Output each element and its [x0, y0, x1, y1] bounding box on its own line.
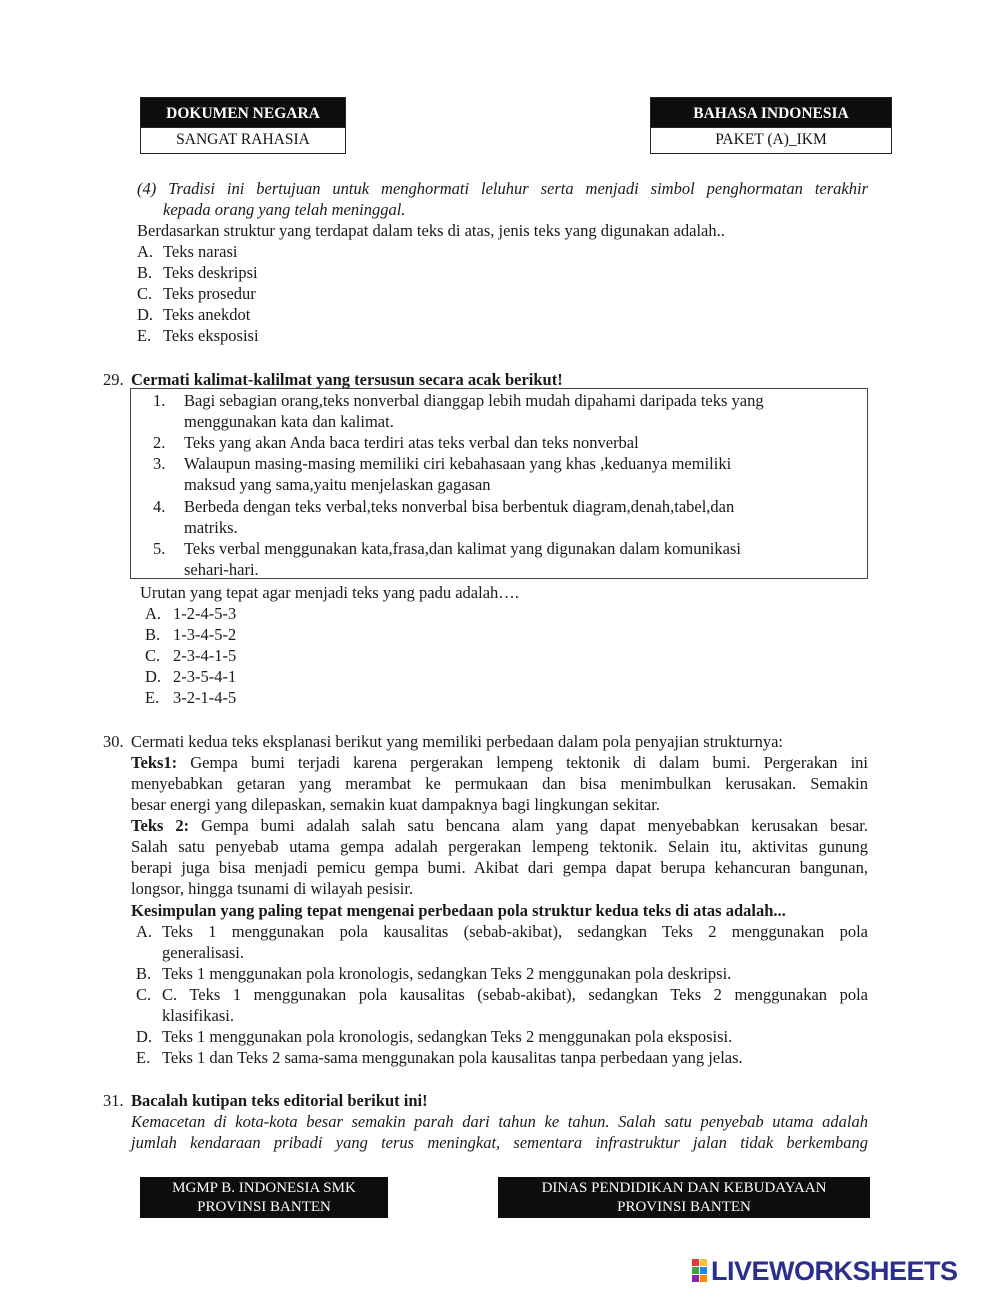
item-text: Bagi sebagian orang,teks nonverbal dianggap lebih mudah dipahami daripada teks yang — [184, 391, 764, 410]
option-letter: E. — [145, 688, 160, 707]
secrecy-level: SANGAT RAHASIA — [140, 128, 346, 154]
option-letter: C. — [136, 985, 152, 1004]
option-text: 3-2-1-4-5 — [173, 688, 237, 707]
footer-left-line1: MGMP B. INDONESIA SMK — [172, 1180, 356, 1196]
q29-option-e[interactable] — [145, 687, 236, 708]
question-title: Bacalah kutipan teks editorial berikut ini! — [131, 1091, 428, 1110]
option-letter: A. — [137, 242, 154, 261]
teks2-text: Gempa bumi adalah salah satu bencana alam yang dapat menyebabkan kerusakan besar. — [201, 816, 868, 835]
header-left — [140, 97, 346, 154]
item-number: 4. — [153, 497, 166, 516]
item-number: 1. — [153, 391, 166, 410]
teks2-label: Teks 2: — [131, 816, 190, 835]
question-number: 29. — [103, 370, 124, 389]
question-intro: Cermati kedua teks eksplanasi berikut yang memiliki perbedaan dalam pola penyajian strukturnya: — [131, 732, 784, 751]
teks1-text: Gempa bumi terjadi karena pergerakan lempeng tektonik di dalam bumi. Pergerakan ini — [190, 753, 868, 772]
liveworksheets-wordmark: LIVEWORKSHEETS — [711, 1256, 958, 1286]
q29-item-1 — [153, 390, 764, 411]
q28-question: Berdasarkan struktur yang terdapat dalam teks di atas, jenis teks yang digunakan adalah.. — [137, 221, 725, 240]
option-letter: E. — [137, 326, 152, 345]
option-text: 1-3-4-5-2 — [173, 625, 237, 644]
option-letter: D. — [145, 667, 162, 686]
option-text: Teks prosedur — [163, 284, 256, 303]
q29-option-a[interactable] — [145, 603, 236, 624]
q31-excerpt-line1: Kemacetan di kota-kota besar semakin parah dari tahun ke tahun. Salah satu penyebab utama adalah — [131, 1112, 868, 1131]
q29-option-b[interactable] — [145, 624, 236, 645]
item-text: Teks yang akan Anda baca terdiri atas teks verbal dan teks nonverbal — [184, 433, 639, 452]
option-letter: A. — [145, 604, 162, 623]
option-text: C. Teks 1 menggunakan pola kausalitas (sebab-akibat), sedangkan Teks 2 menggunakan pola — [162, 985, 868, 1004]
q30-option-b[interactable] — [136, 963, 731, 984]
option-text: Teks narasi — [163, 242, 238, 261]
q30-teks2-line2: Salah satu penyebab utama gempa adalah pergerakan lempeng tektonik. Selain itu, aktivitas gunung — [131, 837, 868, 856]
q28-item4-line2: kepada orang yang telah meninggal. — [163, 200, 406, 219]
q30-option-e[interactable] — [136, 1047, 743, 1068]
q29-item-5 — [153, 538, 741, 559]
item-number: 3. — [153, 454, 166, 473]
q30-intro — [103, 731, 783, 752]
q28-option-b[interactable] — [137, 262, 258, 283]
q29-item-4 — [153, 496, 734, 517]
q30-option-d[interactable] — [136, 1026, 732, 1047]
q30-option-a-cont: generalisasi. — [162, 943, 245, 962]
option-text: Teks 1 dan Teks 2 sama-sama menggunakan pola kausalitas tanpa perbedaan yang jelas. — [162, 1048, 743, 1067]
q29-option-c[interactable] — [145, 645, 236, 666]
option-text: 2-3-4-1-5 — [173, 646, 237, 665]
option-text: Teks 1 menggunakan pola kronologis, sedangkan Teks 2 menggunakan pola eksposisi. — [162, 1027, 733, 1046]
q30-teks2-line1 — [131, 815, 868, 836]
q31-excerpt-line2: jumlah kendaraan pribadi yang terus meningkat, sementara infrastruktur jalan tidak berkembang — [131, 1133, 868, 1152]
doc-classification: DOKUMEN NEGARA — [140, 97, 346, 128]
item-number: 5. — [153, 539, 166, 558]
option-letter: B. — [145, 625, 161, 644]
option-letter: A. — [136, 922, 153, 941]
q29-item-5-cont: sehari-hari. — [184, 560, 259, 579]
q30-option-c[interactable] — [136, 984, 868, 1005]
question-title: Cermati kalimat-kalilmat yang tersusun secara acak berikut! — [131, 370, 563, 389]
q29-item-1-cont: menggunakan kata dan kalimat. — [184, 412, 394, 431]
q28-option-c[interactable] — [137, 283, 256, 304]
q29-option-d[interactable] — [145, 666, 236, 687]
option-text: Teks eksposisi — [163, 326, 259, 345]
q28-option-e[interactable] — [137, 325, 259, 346]
question-number: 31. — [103, 1091, 124, 1110]
option-text: Teks anekdot — [163, 305, 251, 324]
item-text: Berbeda dengan teks verbal,teks nonverbal bisa berbentuk diagram,denah,tabel,dan — [184, 497, 735, 516]
q30-teks2-line4: longsor, hingga tsunami di wilayah pesisir. — [131, 879, 414, 898]
option-letter: B. — [137, 263, 153, 282]
footer-right — [498, 1177, 870, 1218]
q28-option-a[interactable] — [137, 241, 237, 262]
option-text: Teks 1 menggunakan pola kronologis, sedangkan Teks 2 menggunakan pola deskripsi. — [162, 964, 732, 983]
teks1-label: Teks1: — [131, 753, 178, 772]
footer-right-line1: DINAS PENDIDIKAN DAN KEBUDAYAAN — [541, 1180, 827, 1196]
package-code: PAKET (A)_IKM — [650, 128, 892, 154]
option-letter: D. — [136, 1027, 153, 1046]
q30-teks2-line3: berapi juga bisa menjadi pemicu gempa bumi. Akibat dari gempa dapat berupa kehancuran bangunan, — [131, 858, 868, 877]
q29-question: Urutan yang tepat agar menjadi teks yang padu adalah…. — [140, 583, 519, 602]
q29-title — [103, 369, 563, 390]
q30-teks1-line1 — [131, 752, 868, 773]
footer-left — [140, 1177, 388, 1218]
item-text: Walaupun masing-masing memiliki ciri kebahasaan yang khas ,keduanya memiliki — [184, 454, 732, 473]
question-number: 30. — [103, 732, 124, 751]
option-text: 2-3-5-4-1 — [173, 667, 237, 686]
liveworksheets-logo-icon — [692, 1259, 708, 1283]
q29-item-3 — [153, 453, 731, 474]
q30-question: Kesimpulan yang paling tepat mengenai perbedaan pola struktur kedua teks di atas adalah... — [131, 901, 786, 920]
q30-teks1-line3: besar energi yang dilepaskan, semakin kuat dampaknya bagi lingkungan sekitar. — [131, 795, 660, 814]
option-letter: E. — [136, 1048, 151, 1067]
q28-item4-line1: (4) Tradisi ini bertujuan untuk menghormati leluhur serta menjadi simbol penghormatan terakhir — [137, 179, 868, 198]
q31-title — [103, 1090, 428, 1111]
item-number: 2. — [153, 433, 166, 452]
option-letter: B. — [136, 964, 152, 983]
q29-item-4-cont: matriks. — [184, 518, 238, 537]
option-letter: C. — [137, 284, 153, 303]
option-text: Teks deskripsi — [163, 263, 258, 282]
option-letter: D. — [137, 305, 154, 324]
q30-option-c-cont: klasifikasi. — [162, 1006, 234, 1025]
q28-option-d[interactable] — [137, 304, 250, 325]
header-right — [650, 97, 892, 154]
q30-teks1-line2: menyebabkan getaran yang merambat ke permukaan dan bisa menimbulkan kerusakan. Semakin — [131, 774, 868, 793]
q30-option-a[interactable] — [136, 921, 868, 942]
footer-left-line2: PROVINSI BANTEN — [197, 1199, 331, 1215]
item-text: Teks verbal menggunakan kata,frasa,dan kalimat yang digunakan dalam komunikasi — [184, 539, 741, 558]
option-text: Teks 1 menggunakan pola kausalitas (sebab-akibat), sedangkan Teks 2 menggunakan pola — [162, 922, 868, 941]
option-text: 1-2-4-5-3 — [173, 604, 237, 623]
q29-item-2 — [153, 432, 639, 453]
option-letter: C. — [145, 646, 161, 665]
q29-item-3-cont: maksud yang sama,yaitu menjelaskan gagasan — [184, 475, 491, 494]
subject-title: BAHASA INDONESIA — [650, 97, 892, 128]
footer-right-line2: PROVINSI BANTEN — [617, 1199, 751, 1215]
